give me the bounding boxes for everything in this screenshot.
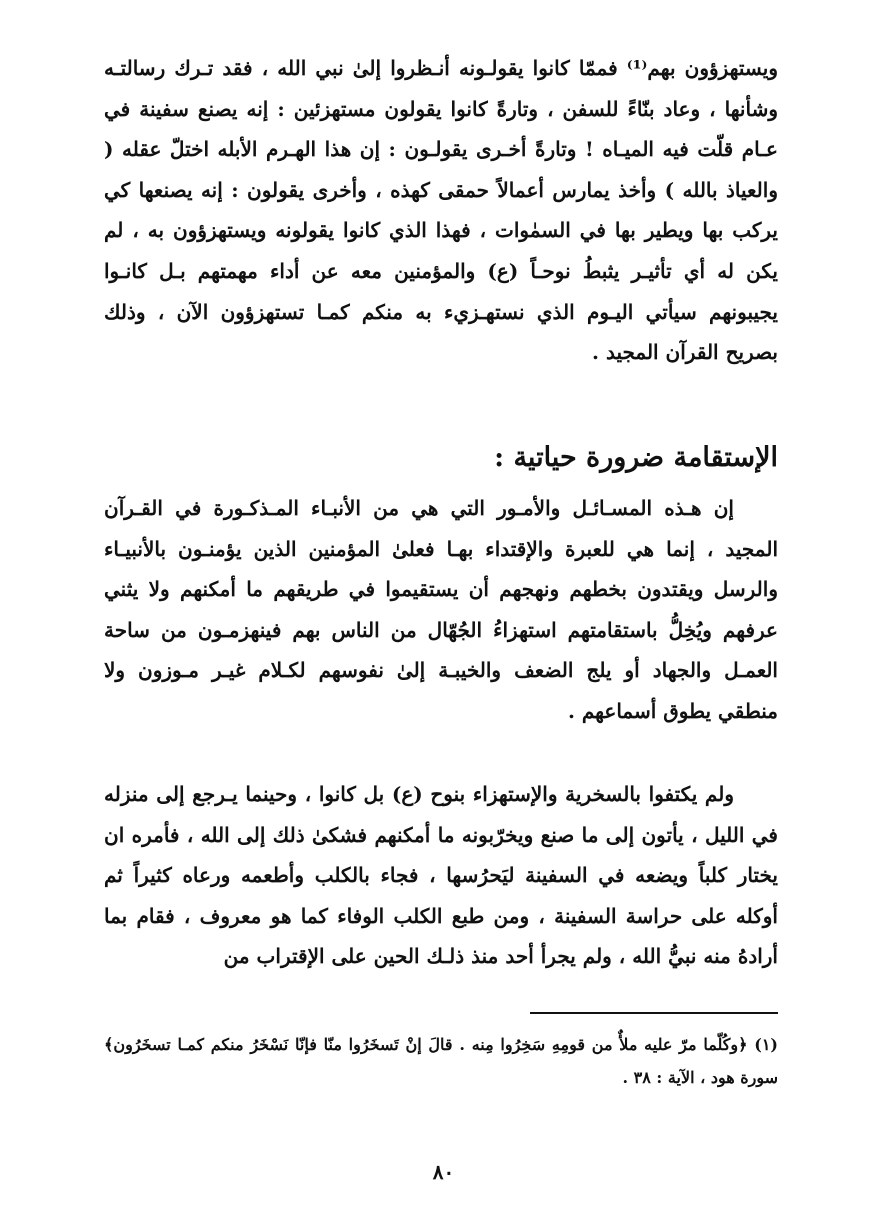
section-heading: الإستقامة ضرورة حياتية : — [494, 442, 778, 473]
paragraph-2: إن هـذه المسـائـل والأمـور التي هي من الأنبـاء المـذكـورة في القـرآن المجيد ، إنما هي للعبرة والإقتداء بهـا فعلىٰ المؤمنين الذين يؤمنـون بالأنبيـاء والرسل ويقتدون بخطهم ونهجهم أن يستقيموا في طريقهم ما أمكنهم ولا يثني عرفهم ويُخِلُّ باستقامتهم استهزاءُ الجُهّال من الناس بهم فينهزمـون من ساحة العمـل والجهاد أو يلج الضعف والخيبـة إلىٰ نفوسهم لكـلام غيـر مـوزون ولا منطقي يطوق أسماعهم . — [104, 496, 778, 723]
page-number: ٨٠ — [432, 1160, 455, 1184]
paragraph-3: ولم يكتفوا بالسخرية والإستهزاء بنوح (ع) بل كانوا ، وحينما يـرجع إلى منزله في الليل ، يأتون إلى ما صنع ويخرّبونه ما أمكنهم فشكىٰ ذلك إلى الله ، فأمره ان يختار كلباً ويضعه في السفينة ليَحرُسها ، فجاء بالكلب وأطعمه ورعاه كثيراً ثم أوكله على حراسة السفينة ، ومن طبع الكلب الوفاء كما هو معروف ، فقام بما أرادهُ منه نبيُّ الله ، ولم يجرأ أحد منذ ذلـك الحين على الإقتراب من — [104, 782, 778, 969]
footnote-divider — [530, 1012, 778, 1014]
paragraph-1: ويستهزؤون بهم⁽¹⁾ فممّا كانوا يقولـونه أنـظروا إلىٰ نبي الله ، فقد تـرك رسالتـه وشأنها ، وعاد بنّاءً للسفن ، وتارةً كانوا يقولون مستهزئين : إنه يصنع سفينة في عـام قلّت فيه الميـاه ! وتارةً أخـرى يقولـون : إن هذا الهـرم الأبله اختلّ عقله ( والعياذ بالله ) وأخذ يمارس أعمالاً حمقى كهذه ، وأخرى يقولون : إنه يصنعها كي يركب بها ويطير بها في السمٰوات ، فهذا الذي كانوا يقولونه ويستهزؤون به ، لم يكن له أي تأثيـر يثبطُ نوحـاً (ع) والمؤمنين معه عن أداء مهمتهم بـل كانـوا يجيبونهم سيأتي اليـوم الذي نستهـزيء به منكم كمـا تستهزؤون الآن ، وذلك بصريح القرآن المجيد . — [104, 56, 778, 365]
footnote: (١) ﴿وكُلّما مرّ عليه ملأٌ من قومِهِ سَخِرُوا مِنه . قالَ إنْ تَسخَرُوا منّا فإنّا نَسْخَرُ منكم كمـا تسخَرُون﴾ سورة هود ، الآية : ٣٨ . — [104, 1035, 778, 1087]
